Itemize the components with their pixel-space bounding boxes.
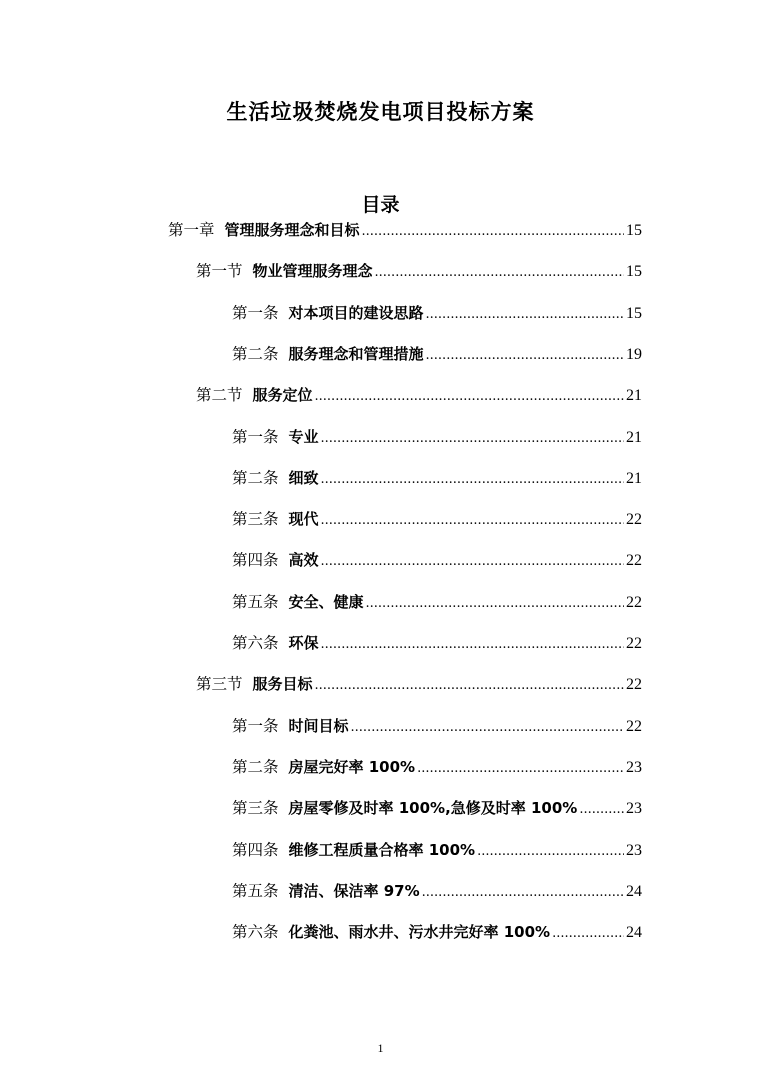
toc-entry-number: 第一条 xyxy=(232,716,279,735)
toc-entry-number: 第四条 xyxy=(232,551,279,570)
toc-dot-leader xyxy=(426,305,624,325)
toc-entry[interactable] xyxy=(196,261,642,283)
toc-dot-leader xyxy=(417,759,624,779)
toc-entry-number: 第三节 xyxy=(196,675,243,694)
toc-entry-page: 23 xyxy=(626,758,642,776)
toc-entry-title: 高效 xyxy=(288,551,319,570)
toc-entry-page: 22 xyxy=(626,717,642,735)
toc-entry-number: 第六条 xyxy=(232,634,279,652)
toc-dot-leader xyxy=(321,635,624,655)
toc-entry[interactable] xyxy=(232,468,642,490)
toc-entry-page: 22 xyxy=(626,676,642,694)
toc-entry-page: 23 xyxy=(626,800,642,818)
toc-entry[interactable] xyxy=(232,922,642,944)
document-title: 生活垃圾焚烧发电项目投标方案 xyxy=(226,100,535,124)
toc-entry-title: 物业管理服务理念 xyxy=(252,262,373,281)
toc-entry-number: 第五条 xyxy=(232,592,279,611)
toc-entry-page: 15 xyxy=(626,222,642,239)
toc-entry-title: 专业 xyxy=(288,427,319,446)
toc-entry-title: 维修工程质量合格率 100% xyxy=(288,840,476,859)
toc-entry[interactable] xyxy=(232,881,642,903)
toc-dot-leader xyxy=(375,263,624,283)
toc-dot-leader xyxy=(321,511,624,531)
toc-entry-number: 第一条 xyxy=(232,303,279,322)
toc-dot-leader xyxy=(321,429,624,449)
toc-entry-page: 22 xyxy=(626,552,642,570)
toc-entry[interactable] xyxy=(168,220,642,242)
toc-entry-number: 第二节 xyxy=(196,386,243,405)
toc-dot-leader xyxy=(426,346,624,366)
toc-entry-number: 第二条 xyxy=(232,757,279,776)
toc-dot-leader xyxy=(315,676,624,696)
toc-dot-leader xyxy=(477,842,624,862)
toc-entry-page: 21 xyxy=(626,387,642,405)
toc-entry-title: 化粪池、雨水井、污水井完好率 100% xyxy=(288,923,551,942)
toc-dot-leader xyxy=(579,800,624,820)
toc-entry-page: 24 xyxy=(626,924,642,942)
toc-entry-page: 21 xyxy=(626,428,642,446)
toc-dot-leader xyxy=(366,594,624,614)
toc-entry-title: 管理服务理念和目标 xyxy=(224,221,360,239)
toc-entry-title: 服务目标 xyxy=(252,675,313,694)
toc-entry-page: 22 xyxy=(626,511,642,529)
toc-entry-page: 21 xyxy=(626,469,642,487)
toc-entry-title: 房屋完好率 100% xyxy=(288,757,416,776)
toc-entry-page: 22 xyxy=(626,635,642,652)
toc-entry[interactable] xyxy=(232,633,642,655)
toc-entry-title: 现代 xyxy=(288,510,319,529)
toc-entry-number: 第六条 xyxy=(232,923,279,942)
toc-entry-title: 环保 xyxy=(288,634,319,652)
toc-entry-number: 第三条 xyxy=(232,799,279,818)
toc-entry[interactable] xyxy=(232,798,642,820)
toc-entry[interactable] xyxy=(196,385,642,407)
toc-entry-number: 第一条 xyxy=(232,427,279,446)
toc-entry[interactable] xyxy=(232,550,642,572)
toc-entry-number: 第一章 xyxy=(168,221,215,239)
toc-entry[interactable] xyxy=(232,303,642,325)
toc-dot-leader xyxy=(321,470,624,490)
toc-heading: 目录 xyxy=(361,194,400,216)
toc-dot-leader xyxy=(362,222,624,242)
toc-entry-title: 对本项目的建设思路 xyxy=(288,303,424,322)
toc-entry-title: 时间目标 xyxy=(288,716,349,735)
toc-entry-number: 第二条 xyxy=(232,344,279,363)
toc-entry-number: 第二条 xyxy=(232,468,279,487)
toc-entry-page: 23 xyxy=(626,841,642,859)
toc-entry[interactable] xyxy=(232,840,642,862)
toc-entry-number: 第五条 xyxy=(232,881,279,900)
toc-entry-title: 房屋零修及时率 100%,急修及时率 100% xyxy=(288,799,578,818)
toc-dot-leader xyxy=(552,924,624,944)
toc-entry[interactable] xyxy=(232,427,642,449)
toc-entry-title: 安全、健康 xyxy=(288,592,364,611)
toc-dot-leader xyxy=(422,883,624,903)
toc-entry-title: 清洁、保洁率 97% xyxy=(288,881,420,900)
toc-entry-title: 细致 xyxy=(288,468,319,487)
toc-entry-number: 第三条 xyxy=(232,510,279,529)
toc-entry[interactable] xyxy=(232,716,642,738)
toc-entry-title: 服务定位 xyxy=(252,386,313,405)
toc-entry-page: 15 xyxy=(626,304,642,322)
toc-entry-number: 第一节 xyxy=(196,262,243,281)
toc-entry[interactable] xyxy=(196,674,642,696)
toc-entry[interactable] xyxy=(232,592,642,614)
toc-entry-page: 19 xyxy=(626,345,642,363)
toc-entry-title: 服务理念和管理措施 xyxy=(288,344,424,363)
toc-entry-page: 24 xyxy=(626,882,642,900)
toc-entry[interactable] xyxy=(232,344,642,366)
page-number: 1 xyxy=(377,1041,384,1055)
toc-dot-leader xyxy=(351,718,624,738)
toc-entry[interactable] xyxy=(232,509,642,531)
toc-entry-page: 22 xyxy=(626,593,642,611)
toc-entry-number: 第四条 xyxy=(232,840,279,859)
toc-dot-leader xyxy=(321,552,624,572)
toc-entry[interactable] xyxy=(232,757,642,779)
toc-entry-page: 15 xyxy=(626,263,642,281)
toc-dot-leader xyxy=(315,387,624,407)
